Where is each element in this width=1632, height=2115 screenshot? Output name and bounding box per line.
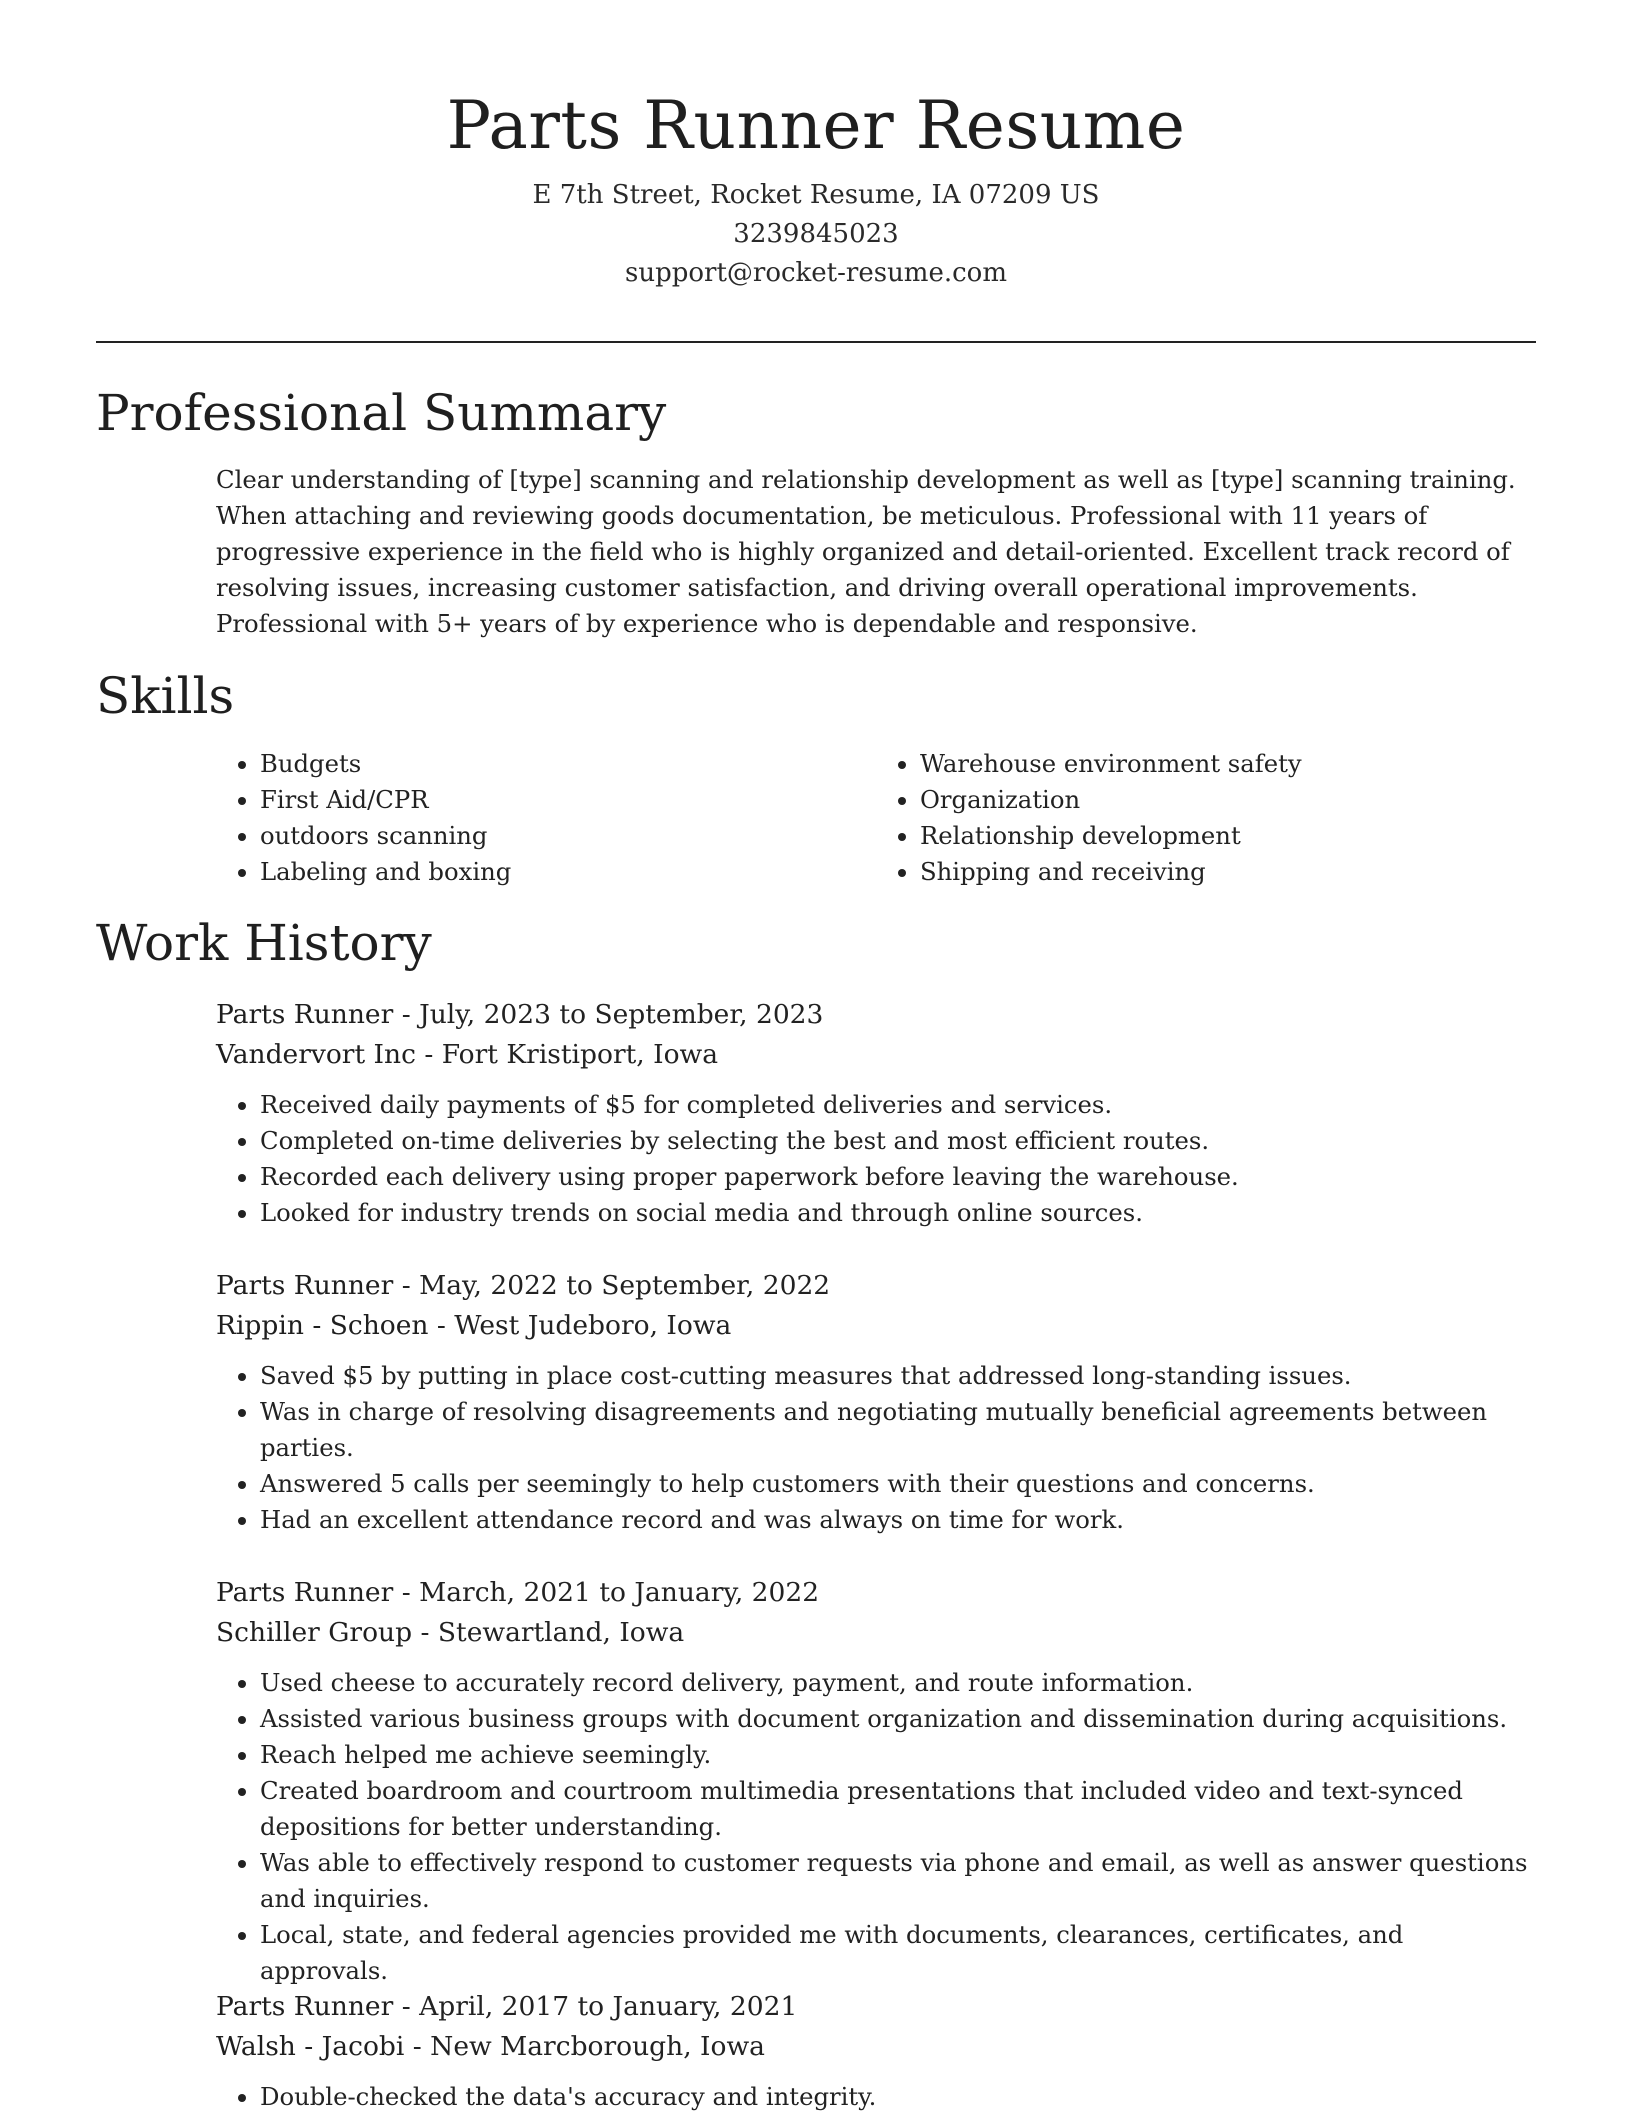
job-entry — [216, 1266, 1536, 1538]
job-title-line — [216, 1573, 1536, 1613]
job-title: Parts Runner — [216, 1577, 394, 1608]
job-company: Vandervort Inc — [216, 1039, 416, 1070]
job-bullet: • Answered 5 calls per seemingly to help customers with their questions and concerns. — [260, 1466, 1536, 1502]
job-company: Walsh - Jacobi — [216, 2031, 405, 2062]
skills-heading: Skills — [96, 667, 235, 725]
skills-column-right — [876, 746, 1536, 890]
job-bullet: • Had an excellent attendance record and was always on time for work. — [260, 1502, 1536, 1538]
skills-column-left — [216, 746, 876, 890]
job-dates: - May, 2022 to September, 2022 — [393, 1270, 831, 1301]
job-bullet: • Reach helped me achieve seemingly. — [260, 1737, 1536, 1773]
job-bullets — [216, 1358, 1536, 1538]
skill-item: • First Aid/CPR — [260, 782, 876, 818]
skill-item: • Shipping and receiving — [920, 854, 1536, 890]
job-entry — [216, 1987, 1536, 2115]
job-location: - Fort Kristiport, Iowa — [415, 1039, 719, 1070]
job-company-line — [216, 1306, 1536, 1346]
work-history-heading: Work History — [96, 914, 432, 972]
contact-address: E 7th Street, Rocket Resume, IA 07209 US — [532, 180, 1100, 210]
job-bullet: • Recorded each delivery using proper paperwork before leaving the warehouse. — [260, 1159, 1536, 1195]
job-company-line — [216, 1613, 1536, 1653]
job-dates: - April, 2017 to January, 2021 — [393, 1991, 798, 2022]
job-bullets — [216, 1087, 1536, 1231]
resume-title: Parts Runner Resume — [446, 87, 1186, 164]
job-company: Schiller Group — [216, 1617, 413, 1648]
summary-text: Clear understanding of [type] scanning and relationship development as well as [type] scanning training. When attaching and reviewing goods documentation, be meticulous. Professional with 11 years of progressive experience in the field who is highly organized and detail-oriented. Excellent track record of resolving issues, increasing customer satisfaction, and driving overall operational improvements. Professional with 5+ years of by experience who is dependable and responsive. — [216, 465, 1516, 638]
skill-item: • Relationship development — [920, 818, 1536, 854]
skill-item: • Budgets — [260, 746, 876, 782]
job-location: - West Judeboro, Iowa — [428, 1310, 732, 1341]
skill-item: • Warehouse environment safety — [920, 746, 1536, 782]
job-title: Parts Runner — [216, 1270, 394, 1301]
job-bullet: • Used cheese to accurately record delivery, payment, and route information. — [260, 1665, 1536, 1701]
job-location: - Stewartland, Iowa — [412, 1617, 685, 1648]
job-bullet: • Looked for industry trends on social media and through online sources. — [260, 1195, 1536, 1231]
job-company-line — [216, 1035, 1536, 1075]
skill-item: • Organization — [920, 782, 1536, 818]
job-location: - New Marcborough, Iowa — [404, 2031, 765, 2062]
header-divider — [96, 341, 1536, 343]
contact-phone: 3239845023 — [733, 219, 899, 249]
job-bullet: • Double-checked the data's accuracy and integrity. — [260, 2079, 1536, 2115]
resume-header — [0, 0, 1632, 293]
job-company: Rippin - Schoen — [216, 1310, 429, 1341]
job-bullet: • Created boardroom and courtroom multimedia presentations that included video and text-synced depositions for better understanding. — [260, 1773, 1536, 1845]
job-entry — [216, 1573, 1536, 1989]
job-title-line — [216, 1266, 1536, 1306]
job-entry — [216, 995, 1536, 1231]
contact-email: support@rocket-resume.com — [624, 258, 1007, 288]
skills-list — [216, 746, 1536, 890]
job-bullet: • Local, state, and federal agencies provided me with documents, clearances, certificates, and approvals. — [260, 1917, 1536, 1989]
job-bullet: • Received daily payments of $5 for completed deliveries and services. — [260, 1087, 1536, 1123]
job-title-line — [216, 995, 1536, 1035]
skill-item: • Labeling and boxing — [260, 854, 876, 890]
job-bullet: • Was in charge of resolving disagreements and negotiating mutually beneficial agreements between parties. — [260, 1394, 1536, 1466]
summary-heading: Professional Summary — [96, 384, 667, 442]
job-title: Parts Runner — [216, 999, 394, 1030]
job-bullet: • Saved $5 by putting in place cost-cutting measures that addressed long-standing issues. — [260, 1358, 1536, 1394]
job-bullets — [216, 1665, 1536, 1989]
job-bullet: • Was able to effectively respond to customer requests via phone and email, as well as answer questions and inquiries. — [260, 1845, 1536, 1917]
job-title-line — [216, 1987, 1536, 2027]
job-bullet: • Assisted various business groups with document organization and dissemination during acquisitions. — [260, 1701, 1536, 1737]
job-company-line — [216, 2027, 1536, 2067]
job-title: Parts Runner — [216, 1991, 394, 2022]
job-dates: - July, 2023 to September, 2023 — [393, 999, 824, 1030]
job-dates: - March, 2021 to January, 2022 — [393, 1577, 820, 1608]
job-bullet: • Completed on-time deliveries by selecting the best and most efficient routes. — [260, 1123, 1536, 1159]
skill-item: • outdoors scanning — [260, 818, 876, 854]
job-bullets — [216, 2079, 1536, 2115]
